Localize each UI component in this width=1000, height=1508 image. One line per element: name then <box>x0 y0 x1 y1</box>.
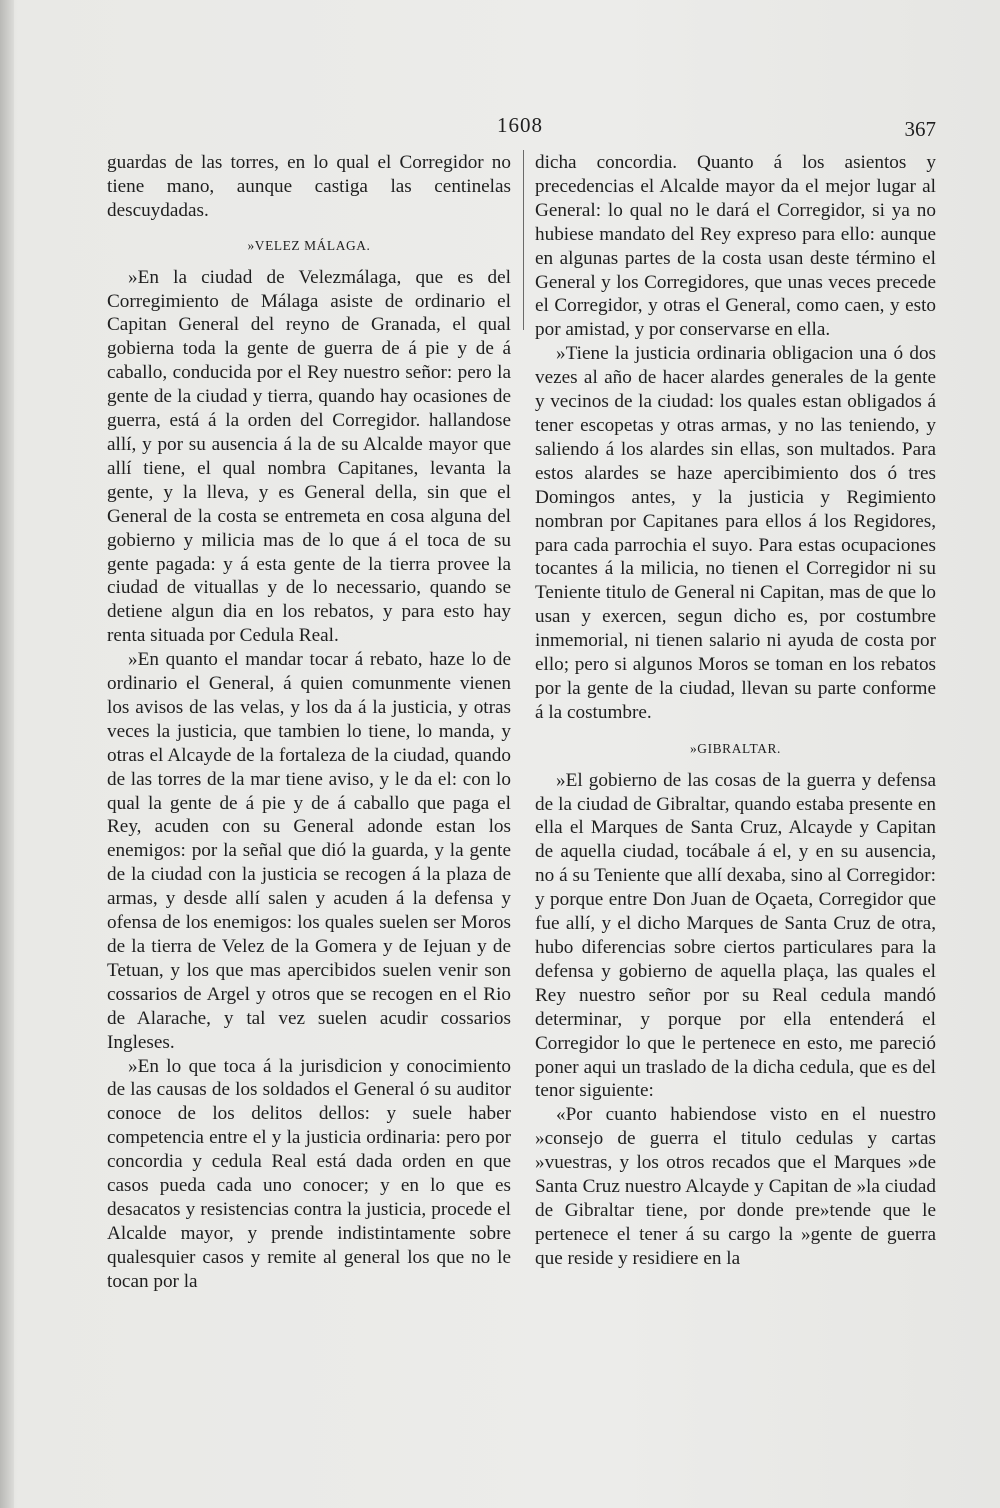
paragraph: »En lo que toca á la jurisdicion y conocimiento de las causas de los soldados el General ó su auditor conoce de los delitos dellos: y suele haber competencia entre el y la justicia ordinaria: pero por concordia y cedula Real está dada orden en que casos pueda cada uno conocer; y en lo que es desacatos y resistencias contra la justicia, procede el Alcalde mayor, y prende indistintamente sobre qualesquier casos y remite al general los que no le tocan por la <box>107 1055 511 1292</box>
section-heading-velez-malaga: »VELEZ MÁLAGA. <box>247 237 371 253</box>
page-number: 367 <box>904 117 936 141</box>
column-divider <box>523 150 524 330</box>
right-column <box>535 151 936 1271</box>
paragraph: »Tiene la justicia ordinaria obligacion una ó dos vezes al año de hacer alardes generales de la gente y vecinos de la ciudad: los quales estan obligados á tener escopetas y otras armas, y no las teniendo, y saliendo á los alardes sin ellas, son multados. Para estos alardes se haze apercibimiento dos ó tres Domingos antes, y la justicia y Regimiento nombran por Capitanes para ellos á los Regidores, para cada parrochia el suyo. Para estas ocupaciones tocantes á la milicia, no tienen el Corregidor ni su Teniente titulo de General ni Capitan, mas de que lo usan y exercen, segun dicho es, por costumbre inmemorial, ni tienen salario ni ayuda de costa por ello; pero si algunos Moros se toman en los rebatos por la gente de la ciudad, llevan su parte conforme á la costumbre. <box>535 343 936 723</box>
section-heading-gibraltar: »GIBRALTAR. <box>690 740 781 756</box>
paragraph: »En quanto el mandar tocar á rebato, haze lo de ordinario el General, á quien comunmente vienen los avisos de las velas, y los da á la justicia, y otras veces la justicia, que tambien lo tiene, lo manda, y otras el Alcayde de la fortaleza de la ciudad, quando de las torres de la mar tiene aviso, y le da el: con lo qual la gente de á pie y de á caballo que paga el Rey, acuden con su General adonde estan los enemigos: por la señal que dió la guarda, y la gente de la ciudad con la justicia se recogen á la plaza de armas, y desde allí salen y acuden á la defensa y ofensa de los enemigos: los quales suelen ser Moros de la tierra de Velez de la Gomera y de Iejuan y de Tetuan, y los que mas apercibidos suelen venir son cossarios de Argel y otros que se recogen en el Rio de Alarache, y tal vez suelen acudir cossarios Ingleses. <box>107 649 511 1053</box>
paragraph-continuation: guardas de las torres, en lo qual el Corregidor no tiene mano, aunque castiga las centinelas descuydadas. <box>107 152 511 221</box>
left-column <box>107 151 511 1294</box>
paragraph-quoted-cedula: «Por cuanto habiendose visto en el nuestro »consejo de guerra el titulo cedulas y cartas »vuestras, y los otros recados que el Marques »de Santa Cruz nuestro Alcayde y Capitan de »la ciudad de Gibraltar tiene, por donde pre»tende que le pertenece el tener á su cargo la »gente de guerra que reside y residiere en la <box>535 1104 936 1269</box>
paragraph-continuation: dicha concordia. Quanto á los asientos y precedencias el Alcalde mayor da el mejor lugar al General: lo qual no le dará el Corregidor, si ya no hubiese mandato del Rey expreso para ello: aunque en algunas partes de la costa usan deste término el General y los Corregidores, que unas veces precede el Corregidor, y otras el General, como caen, y esto por amistad, y por conservarse en ella. <box>535 152 936 341</box>
page-edge-shadow <box>0 0 14 1508</box>
paragraph: »El gobierno de las cosas de la guerra y defensa de la ciudad de Gibraltar, quando estaba presente en ella el Marques de Santa Cruz, Alcayde y Capitan de aquella ciudad, tocábale á el, y en su ausencia, no á su Teniente que allí dexaba, sino al Corregidor: y porque entre Don Juan de Oçaeta, Corregidor que fue allí, y el dicho Marques de Santa Cruz de otra, hubo diferencias sobre ciertos particulares para la defensa y gobierno de aquella plaça, las quales el Rey nuestro señor por su Real cedula mandó determinar, y porque por ella entenderá el Corregidor lo que le pertenece en esto, me pareció poner aqui un traslado de la dicha cedula, que es del tenor siguiente: <box>535 769 936 1102</box>
running-header-year: 1608 <box>497 113 543 137</box>
paragraph: »En la ciudad de Velezmálaga, que es del Corregimiento de Málaga asiste de ordinario el Capitan General del reyno de Granada, el qual gobierna toda la gente de guerra de á pie y de á caballo, conducida por el Rey nuestro señor: pero la gente de la ciudad y tierra, quando hay ocasiones de guerra, está á la orden del Corregidor. hallandose allí, y por su ausencia á la de su Alcalde mayor que allí tiene, el qual nombra Capitanes, levanta la gente, y la lleva, y es General della, sin que el General de la costa se entremeta en cosa alguna del gobierno y milicia mas de lo que á el toca de su gente pagada: y á esta gente de la tierra provee la ciudad de vituallas y de lo necessario, quando se detiene algun dia en los rebatos, y para esto hay renta situada por Cedula Real. <box>107 266 511 647</box>
